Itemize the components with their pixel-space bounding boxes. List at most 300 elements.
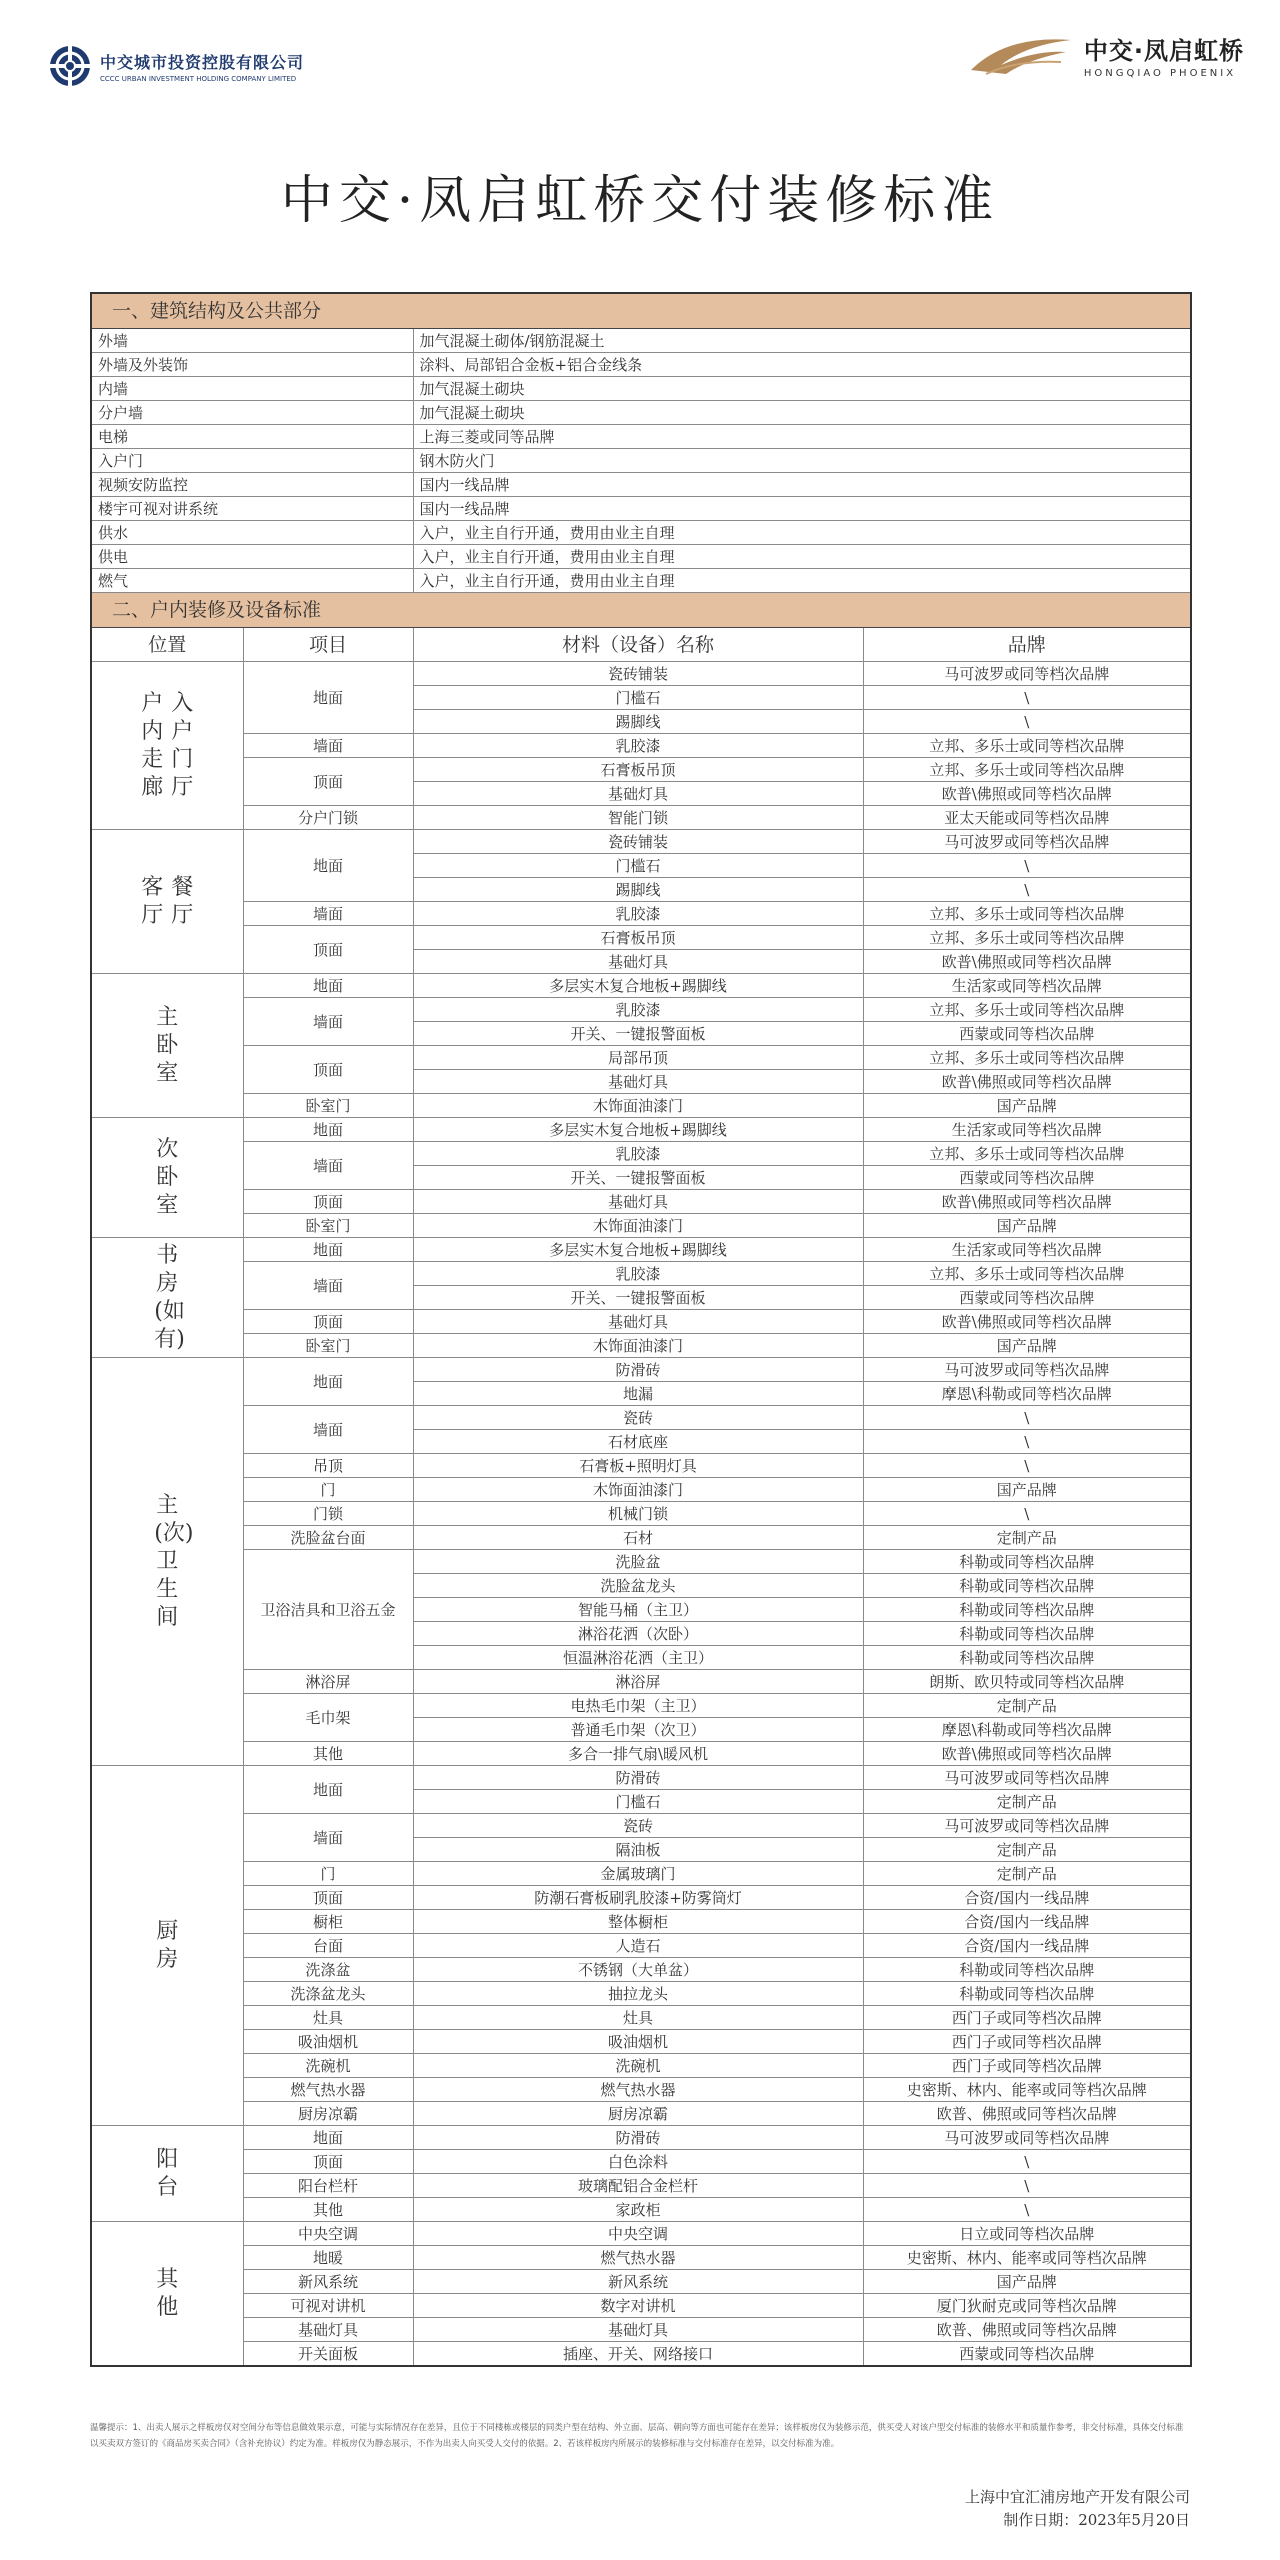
table-row	[91, 1766, 1191, 1790]
section1-value: 上海三菱或同等品牌	[413, 425, 1191, 449]
material-cell: 智能门锁	[413, 806, 863, 830]
material-cell: 地漏	[413, 1382, 863, 1406]
section1-item: 分户墙	[91, 401, 413, 425]
brand-cell: 欧普、佛照或同等档次品牌	[863, 2102, 1191, 2126]
location-label	[139, 874, 195, 930]
material-cell: 乳胶漆	[413, 1262, 863, 1286]
item-cell: 卧室门	[243, 1094, 413, 1118]
section1-value: 国内一线品牌	[413, 497, 1191, 521]
table-row	[91, 1550, 1191, 1574]
item-cell: 开关面板	[243, 2342, 413, 2367]
table-row	[91, 1478, 1191, 1502]
material-cell: 乳胶漆	[413, 734, 863, 758]
section1-row	[91, 401, 1191, 425]
brand-cell: 科勒或同等档次品牌	[863, 1622, 1191, 1646]
brand-cell: 马可波罗或同等档次品牌	[863, 1814, 1191, 1838]
table-row	[91, 1694, 1191, 1718]
header	[0, 0, 1280, 150]
location-cell	[91, 2222, 243, 2367]
item-cell: 灶具	[243, 2006, 413, 2030]
item-cell: 新风系统	[243, 2270, 413, 2294]
material-cell: 金属玻璃门	[413, 1862, 863, 1886]
brand-cell: 欧普\佛照或同等档次品牌	[863, 1190, 1191, 1214]
item-cell: 顶面	[243, 926, 413, 974]
material-cell: 踢脚线	[413, 878, 863, 902]
table-row	[91, 998, 1191, 1022]
item-cell: 顶面	[243, 1310, 413, 1334]
table-row	[91, 2294, 1191, 2318]
developer-name: 上海中宜汇浦房地产开发有限公司	[964, 2488, 1190, 2506]
item-cell: 顶面	[243, 758, 413, 806]
material-cell: 抽拉龙头	[413, 1982, 863, 2006]
material-cell: 玻璃配铝合金栏杆	[413, 2174, 863, 2198]
item-cell: 顶面	[243, 1190, 413, 1214]
material-cell: 基础灯具	[413, 950, 863, 974]
brand-cell: 立邦、多乐士或同等档次品牌	[863, 926, 1191, 950]
brand-cell: \	[863, 686, 1191, 710]
brand-cell: 国产品牌	[863, 1478, 1191, 1502]
section1-row	[91, 569, 1191, 593]
material-cell: 插座、开关、网络接口	[413, 2342, 863, 2367]
material-cell: 基础灯具	[413, 1190, 863, 1214]
brand-cell: 马可波罗或同等档次品牌	[863, 2126, 1191, 2150]
brand-cell: 生活家或同等档次品牌	[863, 1118, 1191, 1142]
brand-cell: 定制产品	[863, 1838, 1191, 1862]
item-cell: 淋浴屏	[243, 1670, 413, 1694]
table-row	[91, 1334, 1191, 1358]
item-cell: 洗碗机	[243, 2054, 413, 2078]
material-cell: 多合一排气扇\暖风机	[413, 1742, 863, 1766]
table-row	[91, 662, 1191, 686]
table-row	[91, 1214, 1191, 1238]
material-cell: 开关、一键报警面板	[413, 1022, 863, 1046]
item-cell: 其他	[243, 2198, 413, 2222]
item-cell: 台面	[243, 1934, 413, 1958]
material-cell: 瓷砖铺装	[413, 830, 863, 854]
company-name-en: CCCC URBAN INVESTMENT HOLDING COMPANY LIMITED	[100, 74, 297, 83]
item-cell: 门	[243, 1478, 413, 1502]
brand-cell: 国产品牌	[863, 1334, 1191, 1358]
table-row	[91, 1886, 1191, 1910]
brand-cell: 定制产品	[863, 1862, 1191, 1886]
section1-row	[91, 449, 1191, 473]
brand-cell: \	[863, 2198, 1191, 2222]
location-label	[154, 1492, 194, 1632]
material-cell: 木饰面油漆门	[413, 1214, 863, 1238]
material-cell: 洗脸盆	[413, 1550, 863, 1574]
brand-cell: 生活家或同等档次品牌	[863, 974, 1191, 998]
brand-cell: 马可波罗或同等档次品牌	[863, 830, 1191, 854]
material-cell: 基础灯具	[413, 2318, 863, 2342]
location-line: 客厅	[141, 874, 164, 928]
brand-cell: 合资/国内一线品牌	[863, 1934, 1191, 1958]
section1-item: 楼宇可视对讲系统	[91, 497, 413, 521]
material-cell: 整体橱柜	[413, 1910, 863, 1934]
table-row	[91, 2126, 1191, 2150]
brand-cell: 西门子或同等档次品牌	[863, 2006, 1191, 2030]
brand-cell: 欧普\佛照或同等档次品牌	[863, 950, 1191, 974]
material-cell: 隔油板	[413, 1838, 863, 1862]
material-cell: 防滑砖	[413, 1766, 863, 1790]
item-cell: 墙面	[243, 998, 413, 1046]
item-cell: 阳台栏杆	[243, 2174, 413, 2198]
material-cell: 踢脚线	[413, 710, 863, 734]
material-cell: 防滑砖	[413, 2126, 863, 2150]
item-cell: 门	[243, 1862, 413, 1886]
table-row	[91, 1934, 1191, 1958]
table-row	[91, 1454, 1191, 1478]
section1-item: 视频安防监控	[91, 473, 413, 497]
brand-cell: 立邦、多乐士或同等档次品牌	[863, 758, 1191, 782]
standards-table-body	[91, 293, 1191, 2366]
brand-cell: 科勒或同等档次品牌	[863, 1574, 1191, 1598]
location-column-header: 位置	[91, 628, 243, 662]
brand-cell: 史密斯、林内、能率或同等档次品牌	[863, 2246, 1191, 2270]
item-cell: 可视对讲机	[243, 2294, 413, 2318]
section1-row	[91, 425, 1191, 449]
page-title: 中交·凤启虹桥交付装修标准	[280, 171, 1000, 231]
section1-row	[91, 545, 1191, 569]
material-column-header: 材料（设备）名称	[413, 628, 863, 662]
location-label	[154, 1242, 185, 1354]
brand-column-header: 品牌	[863, 628, 1191, 662]
section1-value: 钢木防火门	[413, 449, 1191, 473]
material-cell: 瓷砖铺装	[413, 662, 863, 686]
section1-value: 入户，业主自行开通，费用由业主自理	[413, 545, 1191, 569]
table-row	[91, 974, 1191, 998]
location-label	[154, 1918, 180, 1974]
table-row	[91, 2222, 1191, 2246]
material-cell: 厨房凉霸	[413, 2102, 863, 2126]
item-cell: 地面	[243, 1766, 413, 1814]
location-label	[154, 2146, 180, 2202]
item-cell: 地面	[243, 662, 413, 734]
brand-cell: 西门子或同等档次品牌	[863, 2054, 1191, 2078]
location-cell	[91, 662, 243, 830]
brand-cell: 科勒或同等档次品牌	[863, 1550, 1191, 1574]
brand-cell: 国产品牌	[863, 1214, 1191, 1238]
location-line: 主(次)卫生间	[154, 1492, 194, 1630]
material-cell: 多层实木复合地板+踢脚线	[413, 1118, 863, 1142]
item-cell: 洗涤盆	[243, 1958, 413, 1982]
section1-item: 外墙	[91, 329, 413, 353]
material-cell: 数字对讲机	[413, 2294, 863, 2318]
brand-cell: 欧普\佛照或同等档次品牌	[863, 1742, 1191, 1766]
location-label	[154, 1136, 180, 1220]
brand-cell: 定制产品	[863, 1694, 1191, 1718]
table-row	[91, 2078, 1191, 2102]
brand-cell: 摩恩\科勒或同等档次品牌	[863, 1382, 1191, 1406]
brand-cell: 科勒或同等档次品牌	[863, 1982, 1191, 2006]
material-cell: 中央空调	[413, 2222, 863, 2246]
item-cell: 地暖	[243, 2246, 413, 2270]
section2-title-row	[91, 593, 1191, 628]
brand-cell: 西蒙或同等档次品牌	[863, 1022, 1191, 1046]
table-row	[91, 734, 1191, 758]
section2-header-row	[91, 628, 1191, 662]
section1-item: 外墙及外装饰	[91, 353, 413, 377]
table-row	[91, 1094, 1191, 1118]
section1-item: 燃气	[91, 569, 413, 593]
table-row	[91, 1310, 1191, 1334]
brand-cell: 合资/国内一线品牌	[863, 1910, 1191, 1934]
section1-title: 一、建筑结构及公共部分	[91, 293, 1191, 329]
footer	[965, 2486, 1190, 2532]
brand-cell: \	[863, 2150, 1191, 2174]
brand-cell: 西蒙或同等档次品牌	[863, 2342, 1191, 2367]
item-cell: 毛巾架	[243, 1694, 413, 1742]
material-cell: 洗脸盆龙头	[413, 1574, 863, 1598]
brand-cell: 定制产品	[863, 1790, 1191, 1814]
table-row	[91, 758, 1191, 782]
location-cell	[91, 1766, 243, 2126]
material-cell: 石材底座	[413, 1430, 863, 1454]
brand-cell: \	[863, 1430, 1191, 1454]
item-column-header: 项目	[243, 628, 413, 662]
location-cell	[91, 830, 243, 974]
material-cell: 瓷砖	[413, 1406, 863, 1430]
material-cell: 石材	[413, 1526, 863, 1550]
location-line: 次卧室	[156, 1136, 179, 1218]
material-cell: 防潮石膏板刷乳胶漆+防雾筒灯	[413, 1886, 863, 1910]
section2-title: 二、户内装修及设备标准	[91, 593, 1191, 628]
brand-cell: 西蒙或同等档次品牌	[863, 1286, 1191, 1310]
item-cell: 地面	[243, 2126, 413, 2150]
item-cell: 卧室门	[243, 1214, 413, 1238]
material-cell: 木饰面油漆门	[413, 1094, 863, 1118]
section1-item: 内墙	[91, 377, 413, 401]
material-cell: 机械门锁	[413, 1502, 863, 1526]
item-cell: 吊顶	[243, 1454, 413, 1478]
table-row	[91, 1406, 1191, 1430]
brand-cell: \	[863, 710, 1191, 734]
brand-cell: 立邦、多乐士或同等档次品牌	[863, 998, 1191, 1022]
material-cell: 燃气热水器	[413, 2078, 863, 2102]
brand-cell: 立邦、多乐士或同等档次品牌	[863, 1046, 1191, 1070]
brand-cell: 合资/国内一线品牌	[863, 1886, 1191, 1910]
brand-cell: 欧普\佛照或同等档次品牌	[863, 782, 1191, 806]
item-cell: 地面	[243, 1358, 413, 1406]
standards-table-wrapper	[90, 292, 1190, 2367]
brand-cell: 摩恩\科勒或同等档次品牌	[863, 1718, 1191, 1742]
table-row	[91, 2006, 1191, 2030]
item-cell: 地面	[243, 830, 413, 902]
table-row	[91, 1910, 1191, 1934]
table-row	[91, 1262, 1191, 1286]
table-row	[91, 1814, 1191, 1838]
item-cell: 门锁	[243, 1502, 413, 1526]
material-cell: 石膏板吊顶	[413, 926, 863, 950]
material-cell: 白色涂料	[413, 2150, 863, 2174]
material-cell: 开关、一键报警面板	[413, 1166, 863, 1190]
table-row	[91, 1862, 1191, 1886]
brand-cell: 立邦、多乐士或同等档次品牌	[863, 902, 1191, 926]
item-cell: 顶面	[243, 2150, 413, 2174]
item-cell: 墙面	[243, 1262, 413, 1310]
item-cell: 顶面	[243, 1046, 413, 1094]
item-cell: 卧室门	[243, 1334, 413, 1358]
material-cell: 新风系统	[413, 2270, 863, 2294]
location-cell	[91, 2126, 243, 2222]
phoenix-logo-icon	[966, 30, 1076, 80]
item-cell: 基础灯具	[243, 2318, 413, 2342]
brand-cell: \	[863, 1502, 1191, 1526]
item-cell: 地面	[243, 974, 413, 998]
section1-value: 加气混凝土砌体/钢筋混凝土	[413, 329, 1191, 353]
table-row	[91, 1958, 1191, 1982]
section1-item: 供水	[91, 521, 413, 545]
item-cell: 墙面	[243, 1142, 413, 1190]
brand-cell: 国产品牌	[863, 2270, 1191, 2294]
section1-row	[91, 329, 1191, 353]
location-cell	[91, 1358, 243, 1766]
section1-title-row	[91, 293, 1191, 329]
table-row	[91, 1238, 1191, 1262]
material-cell: 门槛石	[413, 686, 863, 710]
brand-cell: 欧普\佛照或同等档次品牌	[863, 1070, 1191, 1094]
location-cell	[91, 974, 243, 1118]
section1-value: 入户，业主自行开通，费用由业主自理	[413, 569, 1191, 593]
table-row	[91, 1502, 1191, 1526]
item-cell: 墙面	[243, 1814, 413, 1862]
material-cell: 乳胶漆	[413, 1142, 863, 1166]
material-cell: 洗碗机	[413, 2054, 863, 2078]
section1-value: 涂料、局部铝合金板+铝合金线条	[413, 353, 1191, 377]
company-logo-icon	[48, 44, 92, 88]
brand-cell: 朗斯、欧贝特或同等档次品牌	[863, 1670, 1191, 1694]
brand-cell: 定制产品	[863, 1526, 1191, 1550]
brand-cell: 马可波罗或同等档次品牌	[863, 662, 1191, 686]
location-line: 书房(如有)	[154, 1242, 185, 1352]
table-row	[91, 2174, 1191, 2198]
section1-item: 供电	[91, 545, 413, 569]
material-cell: 基础灯具	[413, 1310, 863, 1334]
table-row	[91, 1190, 1191, 1214]
brand-cell: 史密斯、林内、能率或同等档次品牌	[863, 2078, 1191, 2102]
section1-row	[91, 473, 1191, 497]
item-cell: 其他	[243, 1742, 413, 1766]
item-cell: 卫浴洁具和卫浴五金	[243, 1550, 413, 1670]
material-cell: 乳胶漆	[413, 998, 863, 1022]
brand-cell: 立邦、多乐士或同等档次品牌	[863, 1142, 1191, 1166]
brand-cell: \	[863, 2174, 1191, 2198]
item-cell: 吸油烟机	[243, 2030, 413, 2054]
table-row	[91, 806, 1191, 830]
brand-cell: \	[863, 1454, 1191, 1478]
material-cell: 门槛石	[413, 854, 863, 878]
company-logo	[48, 44, 304, 88]
project-name-cn: 中交·凤启虹桥	[1083, 37, 1244, 65]
section1-value: 加气混凝土砌块	[413, 377, 1191, 401]
brand-cell: 欧普\佛照或同等档次品牌	[863, 1310, 1191, 1334]
brand-cell: 科勒或同等档次品牌	[863, 1598, 1191, 1622]
material-cell: 燃气热水器	[413, 2246, 863, 2270]
section1-item: 入户门	[91, 449, 413, 473]
brand-cell: 科勒或同等档次品牌	[863, 1958, 1191, 1982]
table-row	[91, 2342, 1191, 2367]
material-cell: 恒温淋浴花洒（主卫）	[413, 1646, 863, 1670]
location-label	[154, 1004, 180, 1088]
material-cell: 开关、一键报警面板	[413, 1286, 863, 1310]
table-row	[91, 830, 1191, 854]
table-row	[91, 2054, 1191, 2078]
location-line: 入户门厅	[171, 690, 194, 800]
brand-cell: \	[863, 1406, 1191, 1430]
material-cell: 淋浴屏	[413, 1670, 863, 1694]
standards-table	[90, 292, 1192, 2367]
item-cell: 顶面	[243, 1886, 413, 1910]
brand-cell: 科勒或同等档次品牌	[863, 1646, 1191, 1670]
brand-cell: 立邦、多乐士或同等档次品牌	[863, 1262, 1191, 1286]
table-row	[91, 2198, 1191, 2222]
table-row	[91, 1142, 1191, 1166]
project-logo	[966, 30, 1244, 80]
table-row	[91, 2150, 1191, 2174]
material-cell: 普通毛巾架（次卫）	[413, 1718, 863, 1742]
location-cell	[91, 1238, 243, 1358]
location-line: 厨房	[156, 1918, 179, 1972]
location-label	[154, 2266, 180, 2322]
material-cell: 瓷砖	[413, 1814, 863, 1838]
item-cell: 墙面	[243, 734, 413, 758]
brand-cell: 立邦、多乐士或同等档次品牌	[863, 734, 1191, 758]
item-cell: 洗脸盆台面	[243, 1526, 413, 1550]
brand-cell: \	[863, 878, 1191, 902]
item-cell: 墙面	[243, 902, 413, 926]
item-cell: 地面	[243, 1118, 413, 1142]
material-cell: 石膏板+照明灯具	[413, 1454, 863, 1478]
material-cell: 基础灯具	[413, 782, 863, 806]
material-cell: 木饰面油漆门	[413, 1334, 863, 1358]
material-cell: 局部吊顶	[413, 1046, 863, 1070]
table-row	[91, 1526, 1191, 1550]
table-row	[91, 1118, 1191, 1142]
material-cell: 智能马桶（主卫）	[413, 1598, 863, 1622]
material-cell: 灶具	[413, 2006, 863, 2030]
section1-row	[91, 497, 1191, 521]
brand-cell: 亚太天能或同等档次品牌	[863, 806, 1191, 830]
disclaimer: 温馨提示：1、出卖人展示之样板房仅对空间分布等信息做效果示意，可能与实际情况存在差异，且位于不同楼栋或楼层的同类户型在结构、外立面、层高、朝向等方面也可能存在差异；该样板房仅为装修示范，供买受人对该户型交付标准的装修水平和质量作参考，非交付标准，具体交付标准以买卖双方签订的《商品房买卖合同》（含补充协议）约定为准。样板房仅为静态展示，不作为出卖人向买受人交付的依据。2、若该样板房内所展示的装修标准与交付标准存在差异，以交付标准为准。	[90, 2423, 1184, 2449]
material-cell: 基础灯具	[413, 1070, 863, 1094]
item-cell: 厨房凉霸	[243, 2102, 413, 2126]
item-cell: 橱柜	[243, 1910, 413, 1934]
material-cell: 防滑砖	[413, 1358, 863, 1382]
table-row	[91, 1670, 1191, 1694]
material-cell: 多层实木复合地板+踢脚线	[413, 974, 863, 998]
brand-cell: 国产品牌	[863, 1094, 1191, 1118]
location-line: 户内走廊	[141, 690, 164, 800]
location-line: 主卧室	[156, 1004, 179, 1086]
brand-cell: 厦门狄耐克或同等档次品牌	[863, 2294, 1191, 2318]
brand-cell: 日立或同等档次品牌	[863, 2222, 1191, 2246]
material-cell: 不锈钢（大单盆）	[413, 1958, 863, 1982]
brand-cell: 生活家或同等档次品牌	[863, 1238, 1191, 1262]
production-date: 制作日期：2023年5月20日	[1003, 2511, 1190, 2529]
table-row	[91, 1046, 1191, 1070]
brand-cell: 西门子或同等档次品牌	[863, 2030, 1191, 2054]
material-cell: 家政柜	[413, 2198, 863, 2222]
item-cell: 分户门锁	[243, 806, 413, 830]
table-row	[91, 2246, 1191, 2270]
table-row	[91, 2270, 1191, 2294]
table-row	[91, 2318, 1191, 2342]
company-name-cn: 中交城市投资控股有限公司	[100, 52, 305, 72]
brand-cell: 欧普、佛照或同等档次品牌	[863, 2318, 1191, 2342]
table-row	[91, 902, 1191, 926]
material-cell: 淋浴花洒（次卧）	[413, 1622, 863, 1646]
table-row	[91, 1358, 1191, 1382]
item-cell: 地面	[243, 1238, 413, 1262]
